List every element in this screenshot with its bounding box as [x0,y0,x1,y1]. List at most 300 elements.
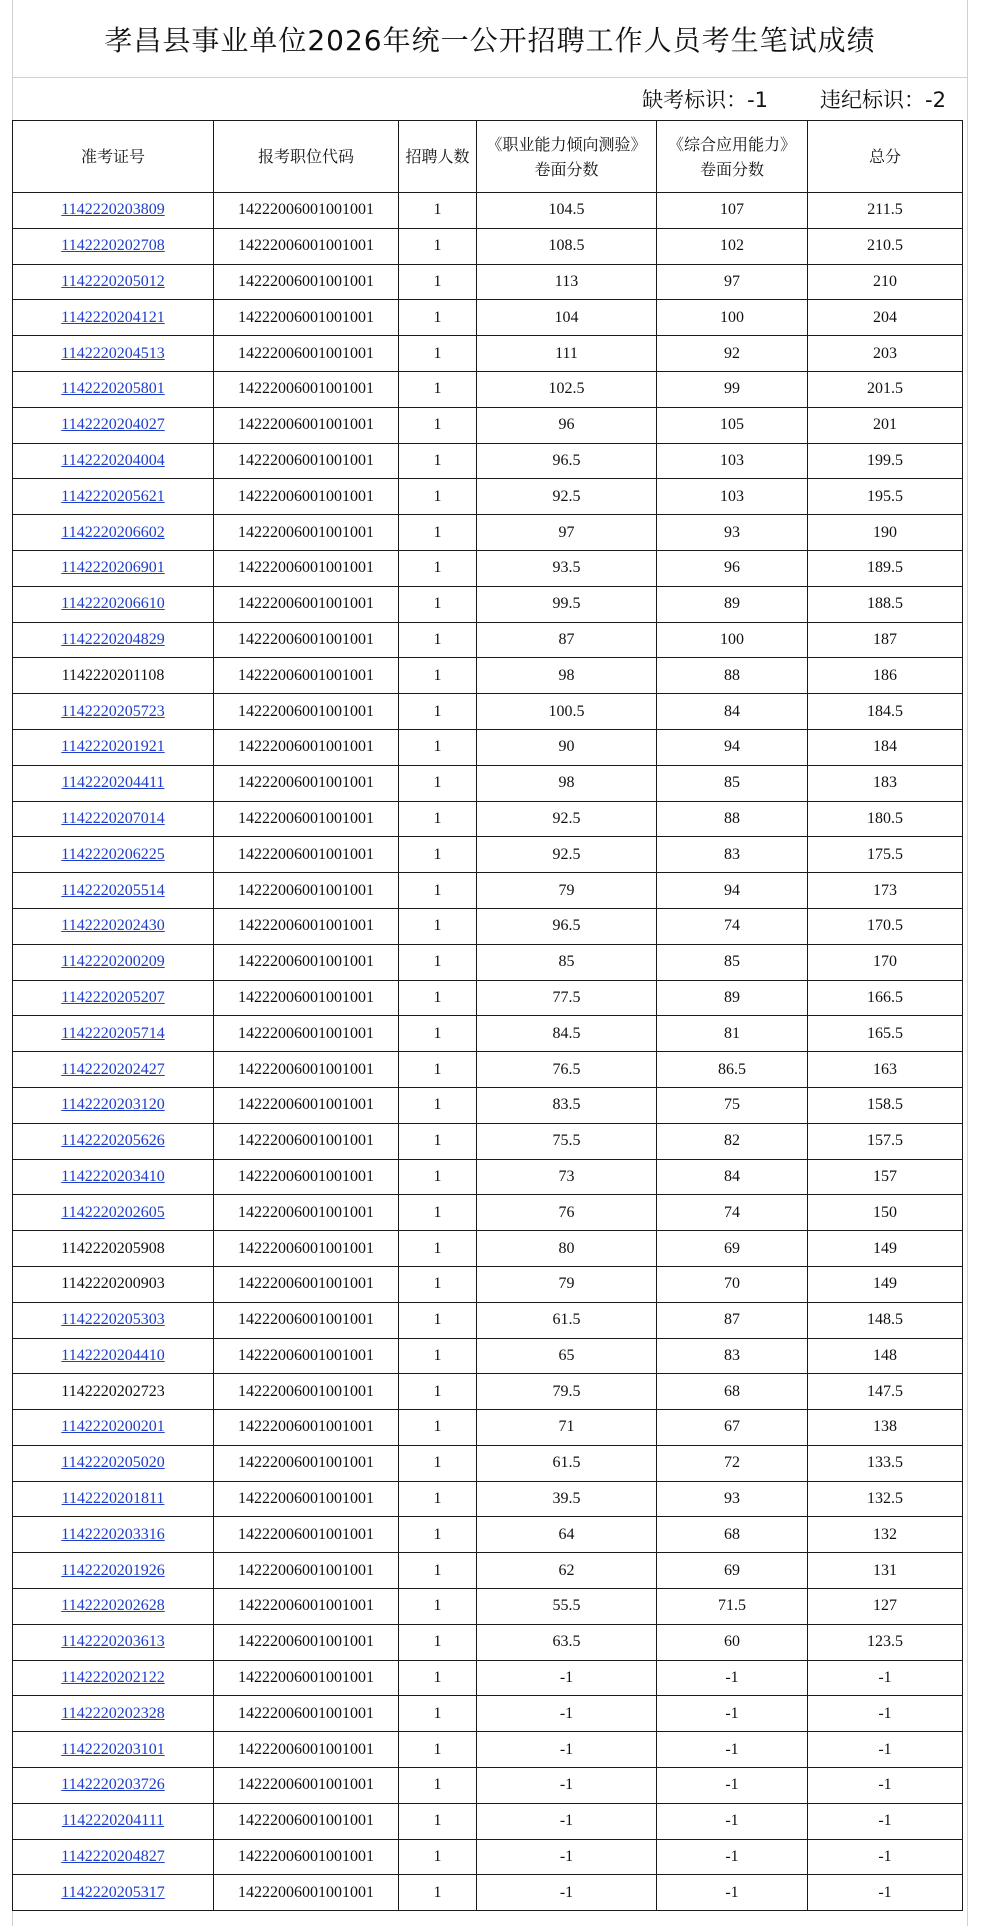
cell-total-score: 157.5 [808,1123,963,1159]
header-hire-count: 招聘人数 [399,121,477,193]
cell-application-score: 69 [657,1231,808,1267]
table-row [13,586,963,622]
cell-total-score: 180.5 [808,801,963,837]
cell-hire-count: 1 [399,980,477,1016]
table-row [13,1768,963,1804]
exam-id-link[interactable]: 1142220205012 [61,272,165,290]
cell-total-score: 170 [808,944,963,980]
cell-exam-id [13,550,214,586]
table-row [13,658,963,694]
cell-aptitude-score: -1 [477,1696,657,1732]
cell-total-score: -1 [808,1768,963,1804]
table-row [13,1266,963,1302]
cell-application-score: 60 [657,1624,808,1660]
table-row [13,1803,963,1839]
exam-id-link[interactable]: 1142220206610 [61,595,165,613]
cell-exam-id [13,837,214,873]
cell-application-score: 69 [657,1553,808,1589]
cell-position-code: 14222006001001001 [214,264,399,300]
table-row [13,765,963,801]
cell-hire-count: 1 [399,1768,477,1804]
exam-id-link[interactable]: 1142220201811 [61,1490,165,1508]
cell-application-score: 83 [657,837,808,873]
table-row [13,837,963,873]
cell-hire-count: 1 [399,694,477,730]
table-row [13,729,963,765]
cell-position-code: 14222006001001001 [214,801,399,837]
cell-position-code: 14222006001001001 [214,371,399,407]
cell-aptitude-score: 93.5 [477,550,657,586]
cell-aptitude-score: 63.5 [477,1624,657,1660]
cell-application-score: 96 [657,550,808,586]
cell-aptitude-score: 79.5 [477,1374,657,1410]
cell-exam-id [13,1302,214,1338]
exam-id-link[interactable]: 1142220204027 [61,416,165,434]
cell-aptitude-score: 99.5 [477,586,657,622]
exam-id-link[interactable]: 1142220205723 [61,702,165,720]
cell-position-code: 14222006001001001 [214,336,399,372]
cell-total-score: 173 [808,873,963,909]
cell-application-score: 71.5 [657,1589,808,1625]
cell-aptitude-score: 92.5 [477,479,657,515]
cell-hire-count: 1 [399,1374,477,1410]
exam-id-link[interactable]: 1142220204829 [61,630,165,648]
cell-hire-count: 1 [399,1517,477,1553]
cell-hire-count: 1 [399,1338,477,1374]
cell-aptitude-score: 76.5 [477,1052,657,1088]
cell-total-score: 138 [808,1410,963,1446]
cell-total-score: 170.5 [808,908,963,944]
cell-exam-id [13,1338,214,1374]
cell-exam-id: 1142220202723 [13,1374,214,1410]
exam-id-link[interactable]: 1142220202122 [61,1669,165,1687]
cell-hire-count: 1 [399,1696,477,1732]
cell-application-score: 102 [657,228,808,264]
exam-id-link[interactable]: 1142220206901 [61,559,165,577]
cell-aptitude-score: 98 [477,658,657,694]
cell-application-score: 87 [657,1302,808,1338]
cell-aptitude-score: 79 [477,1266,657,1302]
cell-total-score: -1 [808,1875,963,1911]
cell-application-score: 93 [657,1481,808,1517]
cell-application-score: -1 [657,1875,808,1911]
cell-total-score: 210 [808,264,963,300]
cell-aptitude-score: 71 [477,1410,657,1446]
cell-total-score: 187 [808,622,963,658]
header-aptitude-score: 《职业能力倾向测验》 卷面分数 [477,121,657,193]
cell-position-code: 14222006001001001 [214,1338,399,1374]
exam-id-link[interactable]: 1142220205317 [61,1883,165,1901]
exam-id-link[interactable]: 1142220203809 [61,201,165,219]
cell-total-score: 201.5 [808,371,963,407]
header-application-score: 《综合应用能力》 卷面分数 [657,121,808,193]
cell-total-score: 149 [808,1231,963,1267]
table-row [13,1875,963,1911]
cell-aptitude-score: 111 [477,336,657,372]
table-row [13,515,963,551]
cell-exam-id [13,1875,214,1911]
cell-application-score: -1 [657,1839,808,1875]
cell-exam-id [13,300,214,336]
table-row [13,264,963,300]
cell-exam-id: 1142220201108 [13,658,214,694]
cell-position-code: 14222006001001001 [214,1875,399,1911]
cell-aptitude-score: 76 [477,1195,657,1231]
cell-position-code: 14222006001001001 [214,1624,399,1660]
cell-hire-count: 1 [399,443,477,479]
cell-position-code: 14222006001001001 [214,1839,399,1875]
cell-application-score: 89 [657,586,808,622]
cell-position-code: 14222006001001001 [214,1696,399,1732]
cell-total-score: -1 [808,1660,963,1696]
cell-position-code: 14222006001001001 [214,1266,399,1302]
cell-hire-count: 1 [399,729,477,765]
cell-hire-count: 1 [399,1123,477,1159]
cell-aptitude-score: 100.5 [477,694,657,730]
table-body [13,193,963,1911]
exam-id-link[interactable]: 1142220202427 [61,1060,165,1078]
table-row [13,980,963,1016]
cell-aptitude-score: 97 [477,515,657,551]
cell-exam-id [13,729,214,765]
cell-aptitude-score: 62 [477,1553,657,1589]
cell-position-code: 14222006001001001 [214,837,399,873]
exam-id-link[interactable]: 1142220205801 [61,380,165,398]
exam-id-link[interactable]: 1142220203316 [61,1525,165,1543]
cell-application-score: 103 [657,443,808,479]
cell-total-score: -1 [808,1803,963,1839]
cell-exam-id [13,765,214,801]
cell-exam-id [13,694,214,730]
cell-aptitude-score: 80 [477,1231,657,1267]
cell-application-score: 94 [657,873,808,909]
cell-hire-count: 1 [399,1803,477,1839]
cell-exam-id [13,1768,214,1804]
table-row [13,443,963,479]
exam-id-link[interactable]: 1142220206225 [61,845,165,863]
header-total-score: 总分 [808,121,963,193]
table-row [13,407,963,443]
table-row [13,1696,963,1732]
table-row [13,1553,963,1589]
exam-id-link[interactable]: 1142220205714 [61,1024,165,1042]
cell-position-code: 14222006001001001 [214,1159,399,1195]
cell-exam-id [13,1123,214,1159]
table-row [13,550,963,586]
cell-hire-count: 1 [399,1839,477,1875]
table-row [13,479,963,515]
table-row [13,908,963,944]
cell-exam-id: 1142220205908 [13,1231,214,1267]
cell-position-code: 14222006001001001 [214,1123,399,1159]
cell-hire-count: 1 [399,873,477,909]
cell-hire-count: 1 [399,622,477,658]
page-title: 孝昌县事业单位2026年统一公开招聘工作人员考生笔试成绩 [12,0,968,78]
table-row [13,801,963,837]
exam-id-link[interactable]: 1142220200201 [61,1418,165,1436]
cell-application-score: 74 [657,1195,808,1231]
cell-application-score: 81 [657,1016,808,1052]
exam-id-link[interactable]: 1142220203101 [61,1740,165,1758]
cell-exam-id [13,1410,214,1446]
table-row [13,336,963,372]
cell-aptitude-score: 96 [477,407,657,443]
exam-id-link[interactable]: 1142220204411 [61,774,165,792]
cell-total-score: 127 [808,1589,963,1625]
cell-application-score: 70 [657,1266,808,1302]
cell-application-score: 74 [657,908,808,944]
cell-exam-id [13,1052,214,1088]
cell-hire-count: 1 [399,1266,477,1302]
exam-id-link[interactable]: 1142220202605 [61,1203,165,1221]
cell-aptitude-score: 79 [477,873,657,909]
cell-application-score: 92 [657,336,808,372]
cell-application-score: 107 [657,193,808,229]
cell-application-score: 100 [657,300,808,336]
cell-position-code: 14222006001001001 [214,1052,399,1088]
table-row [13,193,963,229]
cell-total-score: 133.5 [808,1445,963,1481]
exam-id-link[interactable]: 1142220205020 [61,1454,165,1472]
cell-position-code: 14222006001001001 [214,1589,399,1625]
exam-id-link[interactable]: 1142220204111 [61,1812,165,1830]
cell-total-score: 165.5 [808,1016,963,1052]
cell-exam-id [13,873,214,909]
exam-id-link[interactable]: 1142220203726 [61,1776,165,1794]
cell-total-score: 132.5 [808,1481,963,1517]
cell-hire-count: 1 [399,801,477,837]
cell-exam-id [13,443,214,479]
cell-position-code: 14222006001001001 [214,1553,399,1589]
table-row [13,1159,963,1195]
cell-position-code: 14222006001001001 [214,1374,399,1410]
table-row [13,1660,963,1696]
cell-position-code: 14222006001001001 [214,1410,399,1446]
cell-hire-count: 1 [399,586,477,622]
cell-application-score: 84 [657,694,808,730]
cell-total-score: 148 [808,1338,963,1374]
cell-hire-count: 1 [399,1660,477,1696]
cell-application-score: 82 [657,1123,808,1159]
cell-position-code: 14222006001001001 [214,443,399,479]
exam-id-link[interactable]: 1142220200209 [61,953,165,971]
cell-hire-count: 1 [399,765,477,801]
cell-aptitude-score: 87 [477,622,657,658]
table-row [13,228,963,264]
table-row [13,944,963,980]
table-row [13,1481,963,1517]
cell-aptitude-score: 92.5 [477,801,657,837]
cell-total-score: -1 [808,1732,963,1768]
cell-application-score: 75 [657,1087,808,1123]
cell-position-code: 14222006001001001 [214,1195,399,1231]
cell-exam-id [13,1159,214,1195]
exam-id-link[interactable]: 1142220202708 [61,237,165,255]
cell-position-code: 14222006001001001 [214,1732,399,1768]
cell-position-code: 14222006001001001 [214,944,399,980]
exam-id-link[interactable]: 1142220202430 [61,917,165,935]
cell-exam-id [13,622,214,658]
cell-position-code: 14222006001001001 [214,1803,399,1839]
exam-id-link[interactable]: 1142220207014 [61,809,165,827]
cell-aptitude-score: 108.5 [477,228,657,264]
cell-aptitude-score: 77.5 [477,980,657,1016]
cell-exam-id [13,944,214,980]
cell-application-score: 68 [657,1517,808,1553]
exam-id-link[interactable]: 1142220202628 [61,1597,165,1615]
exam-id-link[interactable]: 1142220205207 [61,988,165,1006]
cell-position-code: 14222006001001001 [214,193,399,229]
cell-aptitude-score: 90 [477,729,657,765]
cell-total-score: 158.5 [808,1087,963,1123]
table-row [13,873,963,909]
table-row [13,1123,963,1159]
cell-position-code: 14222006001001001 [214,550,399,586]
cell-position-code: 14222006001001001 [214,908,399,944]
table-row [13,1624,963,1660]
exam-id-link[interactable]: 1142220205626 [61,1132,165,1150]
cell-aptitude-score: -1 [477,1732,657,1768]
cell-hire-count: 1 [399,1445,477,1481]
cell-aptitude-score: 104.5 [477,193,657,229]
cell-position-code: 14222006001001001 [214,694,399,730]
cell-position-code: 14222006001001001 [214,1302,399,1338]
cell-position-code: 14222006001001001 [214,300,399,336]
cell-hire-count: 1 [399,228,477,264]
cell-exam-id [13,228,214,264]
header-position-code: 报考职位代码 [214,121,399,193]
exam-id-link[interactable]: 1142220206602 [61,523,165,541]
cell-hire-count: 1 [399,1410,477,1446]
exam-id-link[interactable]: 1142220203613 [61,1633,165,1651]
cell-position-code: 14222006001001001 [214,658,399,694]
exam-id-link[interactable]: 1142220201926 [61,1561,165,1579]
exam-id-link[interactable]: 1142220204004 [61,451,165,469]
exam-id-link[interactable]: 1142220203410 [61,1167,165,1185]
cell-exam-id [13,1517,214,1553]
cell-exam-id [13,407,214,443]
cell-aptitude-score: 92.5 [477,837,657,873]
cell-exam-id [13,1839,214,1875]
cell-exam-id: 1142220200903 [13,1266,214,1302]
cell-total-score: 175.5 [808,837,963,873]
cell-position-code: 14222006001001001 [214,729,399,765]
cell-application-score: 94 [657,729,808,765]
cell-hire-count: 1 [399,1732,477,1768]
cell-application-score: -1 [657,1732,808,1768]
table-row [13,1374,963,1410]
cell-total-score: 131 [808,1553,963,1589]
cell-application-score: -1 [657,1768,808,1804]
cell-hire-count: 1 [399,407,477,443]
cell-hire-count: 1 [399,479,477,515]
cell-exam-id [13,1553,214,1589]
cell-application-score: 89 [657,980,808,1016]
cell-aptitude-score: 39.5 [477,1481,657,1517]
cell-hire-count: 1 [399,300,477,336]
cell-total-score: 184.5 [808,694,963,730]
cell-hire-count: 1 [399,1195,477,1231]
cell-application-score: 86.5 [657,1052,808,1088]
cell-hire-count: 1 [399,1481,477,1517]
cell-application-score: 72 [657,1445,808,1481]
exam-id-link[interactable]: 1142220204121 [61,308,165,326]
table-row [13,1231,963,1267]
cell-exam-id [13,1195,214,1231]
exam-id-link[interactable]: 1142220201921 [61,738,165,756]
table-row [13,1732,963,1768]
cell-exam-id [13,336,214,372]
cell-hire-count: 1 [399,837,477,873]
cell-application-score: 88 [657,658,808,694]
cell-position-code: 14222006001001001 [214,1481,399,1517]
cell-total-score: -1 [808,1696,963,1732]
exam-id-link[interactable]: 1142220205303 [61,1311,165,1329]
cell-exam-id [13,1660,214,1696]
cell-hire-count: 1 [399,1231,477,1267]
cell-hire-count: 1 [399,515,477,551]
cell-aptitude-score: -1 [477,1768,657,1804]
cell-hire-count: 1 [399,371,477,407]
cell-aptitude-score: 96.5 [477,443,657,479]
table-row [13,1052,963,1088]
cell-hire-count: 1 [399,1624,477,1660]
cell-total-score: 166.5 [808,980,963,1016]
exam-id-link[interactable]: 1142220204827 [61,1848,165,1866]
cell-exam-id [13,371,214,407]
cell-hire-count: 1 [399,1589,477,1625]
cell-hire-count: 1 [399,1553,477,1589]
cell-aptitude-score: 61.5 [477,1445,657,1481]
cell-position-code: 14222006001001001 [214,228,399,264]
cell-position-code: 14222006001001001 [214,1660,399,1696]
table-row [13,1445,963,1481]
exam-id-link[interactable]: 1142220205621 [61,487,165,505]
cell-total-score: 150 [808,1195,963,1231]
exam-id-link[interactable]: 1142220204513 [61,344,165,362]
cell-application-score: 99 [657,371,808,407]
table-row [13,1087,963,1123]
cell-hire-count: 1 [399,908,477,944]
cell-total-score: 163 [808,1052,963,1088]
table-row [13,1589,963,1625]
cell-hire-count: 1 [399,1875,477,1911]
cell-total-score: 149 [808,1266,963,1302]
violation-mark-legend: 违纪标识：-2 [820,88,946,112]
cell-exam-id [13,515,214,551]
exam-id-link[interactable]: 1142220203120 [61,1096,165,1114]
cell-position-code: 14222006001001001 [214,1087,399,1123]
exam-id-link[interactable]: 1142220205514 [61,881,165,899]
cell-aptitude-score: 64 [477,1517,657,1553]
cell-exam-id [13,1696,214,1732]
exam-id-link[interactable]: 1142220202328 [61,1704,165,1722]
cell-position-code: 14222006001001001 [214,622,399,658]
cell-aptitude-score: 83.5 [477,1087,657,1123]
cell-total-score: 132 [808,1517,963,1553]
cell-aptitude-score: 98 [477,765,657,801]
cell-application-score: 83 [657,1338,808,1374]
table-header-row [13,121,963,193]
cell-position-code: 14222006001001001 [214,1231,399,1267]
cell-position-code: 14222006001001001 [214,586,399,622]
cell-position-code: 14222006001001001 [214,515,399,551]
exam-id-link[interactable]: 1142220204410 [61,1346,165,1364]
cell-exam-id [13,479,214,515]
absent-mark-legend: 缺考标识：-1 [642,88,769,112]
cell-total-score: 188.5 [808,586,963,622]
cell-total-score: 147.5 [808,1374,963,1410]
